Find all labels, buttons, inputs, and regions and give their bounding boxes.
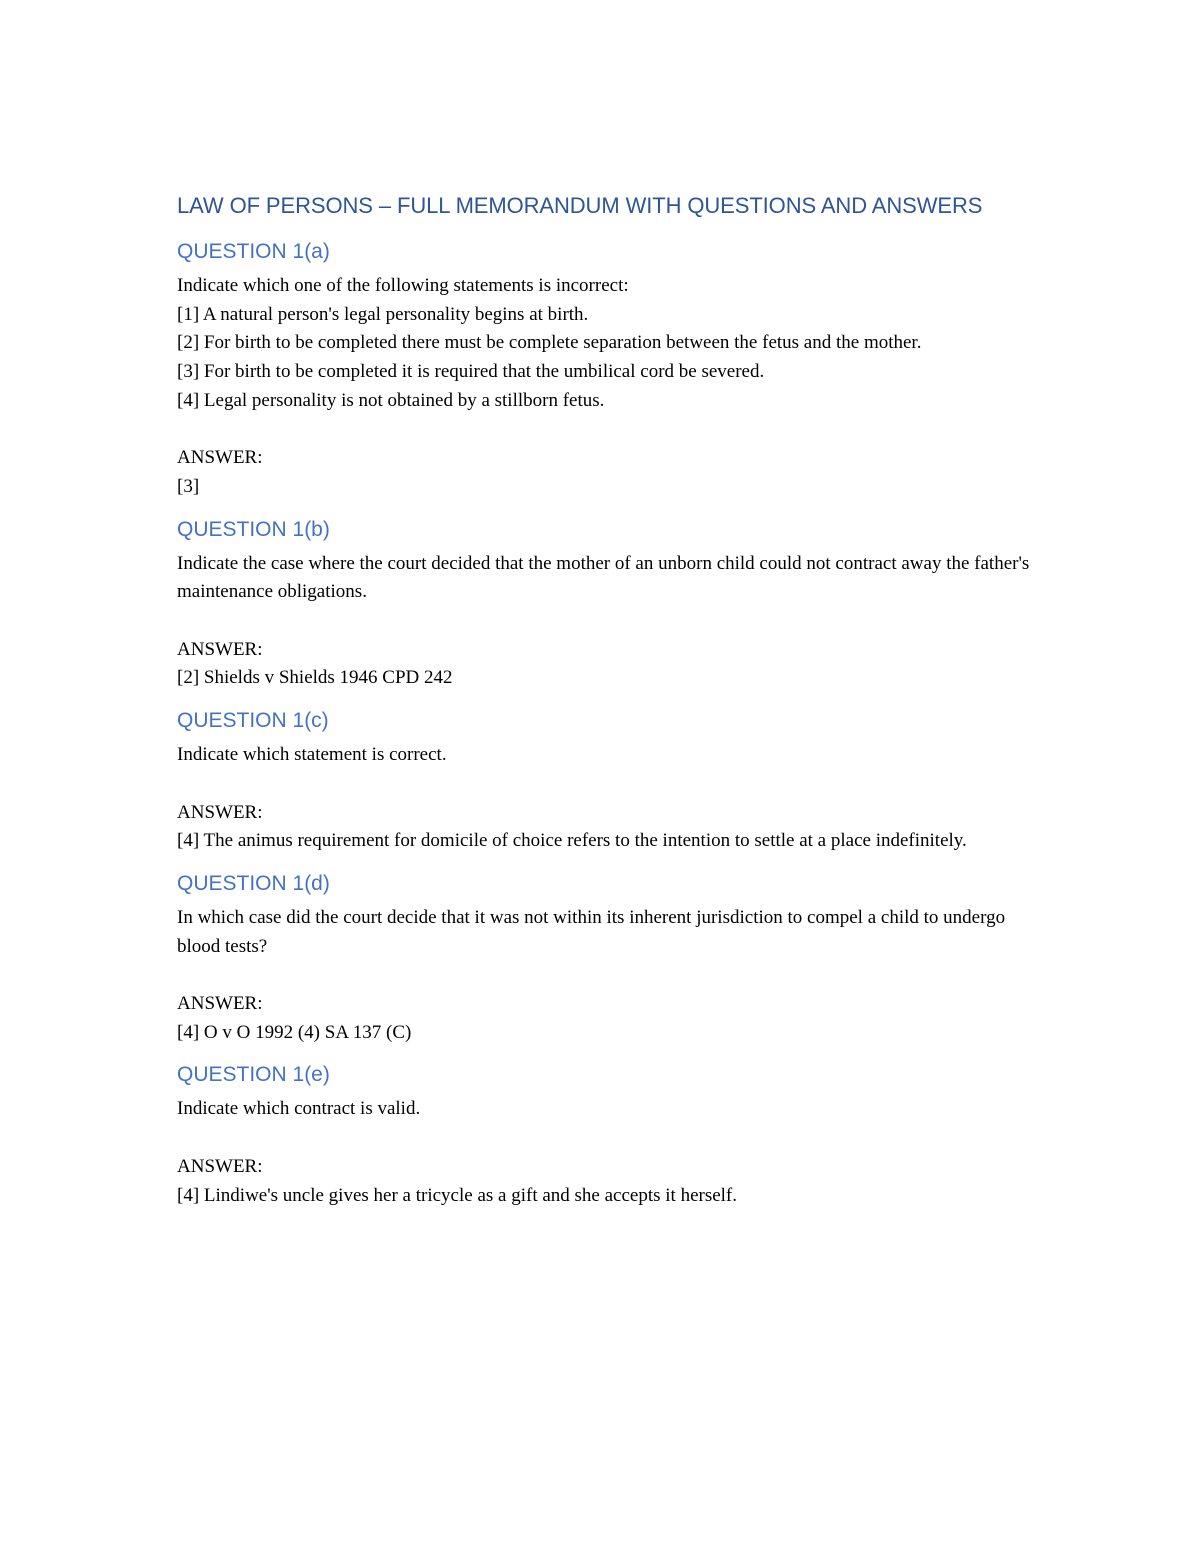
answer-label: ANSWER:	[177, 1155, 263, 1177]
spacer	[177, 693, 1037, 707]
question-section-1c	[177, 707, 1037, 856]
spacer	[177, 1124, 1037, 1153]
spacer	[177, 607, 1037, 636]
question-heading: QUESTION 1(e)	[177, 1063, 330, 1087]
question-prompt: Indicate which contract is valid.	[177, 1098, 421, 1120]
document-title: LAW OF PERSONS – FULL MEMORANDUM WITH QUESTIONS AND ANSWERS	[177, 193, 983, 218]
question-prompt: Indicate which one of the following statements is incorrect:	[177, 275, 629, 296]
question-heading: QUESTION 1(d)	[177, 871, 330, 895]
answer-text: [3]	[177, 475, 200, 497]
spacer	[177, 1047, 1037, 1061]
question-section-1e	[177, 1061, 1037, 1210]
question-section-1a	[177, 238, 1037, 502]
question-heading: QUESTION 1(b)	[177, 517, 330, 541]
spacer	[177, 961, 1037, 990]
option-line: [4] Legal personality is not obtained by a stillborn fetus.	[177, 389, 605, 411]
option-line: [3] For birth to be completed it is required that the umbilical cord be severed.	[177, 361, 765, 383]
question-section-1b	[177, 516, 1037, 694]
answer-label: ANSWER:	[177, 801, 263, 823]
spacer	[177, 856, 1037, 870]
answer-text: [2] Shields v Shields 1946 CPD 242	[177, 667, 453, 689]
question-prompt: Indicate which statement is correct.	[177, 744, 447, 766]
spacer	[177, 502, 1037, 516]
document-body	[177, 186, 1037, 1210]
answer-label: ANSWER:	[177, 993, 263, 1014]
answer-label: ANSWER:	[177, 638, 263, 660]
spacer	[177, 770, 1037, 799]
answer-text: [4] Lindiwe's uncle gives her a tricycle as a gift and she accepts it herself.	[177, 1184, 738, 1206]
spacer	[177, 416, 1037, 445]
answer-text: [4] The animus requirement for domicile of choice refers to the intention to settle at a place indefinitely.	[177, 830, 967, 852]
question-prompt: Indicate the case where the court decided that the mother of an unborn child could not contract away the father's maintenance obligations.	[177, 552, 1030, 603]
option-line: [1] A natural person's legal personality begins at birth.	[177, 303, 589, 325]
answer-text: [4] O v O 1992 (4) SA 137 (C)	[177, 1021, 412, 1043]
question-section-1d	[177, 870, 1037, 1048]
question-prompt: In which case did the court decide that it was not within its inherent jurisdiction to compel a child to undergo blood tests?	[177, 906, 1006, 957]
question-heading: QUESTION 1(a)	[177, 240, 330, 263]
answer-label: ANSWER:	[177, 447, 263, 469]
option-line: [2] For birth to be completed there must be complete separation between the fetus and the mother.	[177, 332, 922, 354]
question-heading: QUESTION 1(c)	[177, 709, 329, 733]
